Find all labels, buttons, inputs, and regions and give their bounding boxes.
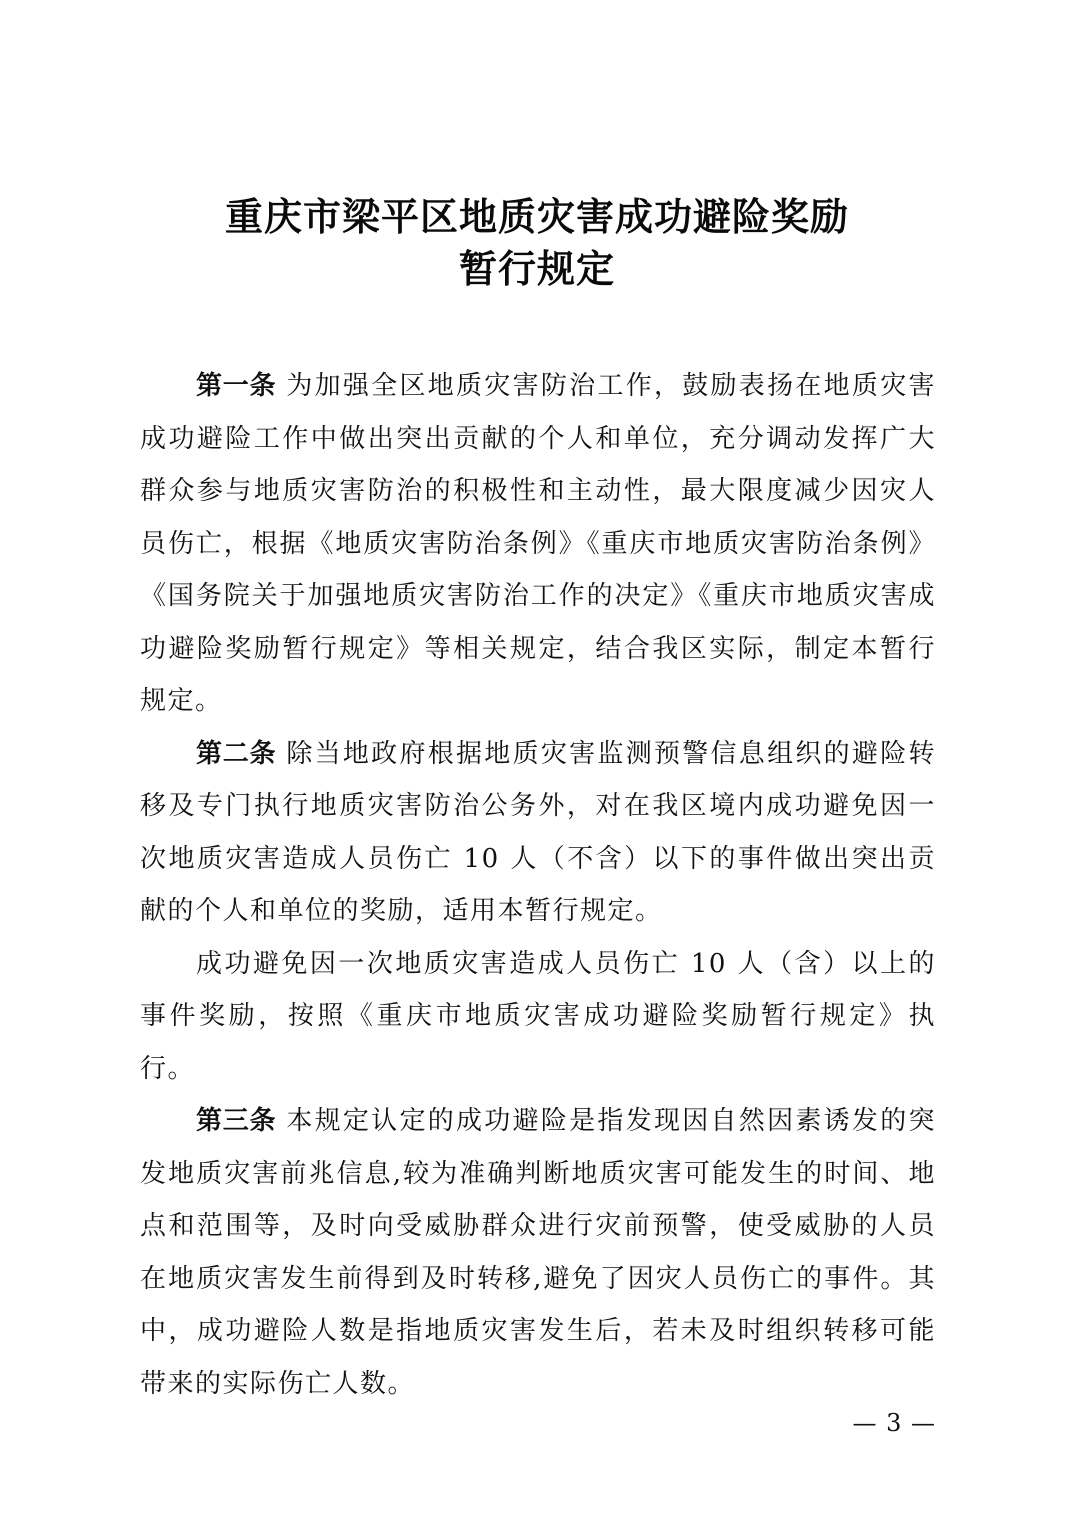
article-2-heading: 第二条 [196,738,277,769]
document-title-line-1: 重庆市梁平区地质灾害成功避险奖励 [224,194,849,239]
article-2-paragraph-2-text: 成功避免因一次地质灾害造成人员伤亡 10 人（含）以上的事件奖励，按照《重庆市地质灾害成功避险奖励暂行规定》执行。 [140,948,936,1084]
article-3-text: 本规定认定的成功避险是指发现因自然因素诱发的突发地质灾害前兆信息,较为准确判断地质灾害可能发生的时间、地点和范围等，及时向受威胁群众进行灾前预警，使受威胁的人员在地质灾害发生前得到及时转移,避免了因灾人员伤亡的事件。其中，成功避险人数是指地质灾害发生后，若未及时组织转移可能带来的实际伤亡人数。 [140,1106,936,1399]
article-1-heading: 第一条 [196,371,277,401]
article-2-text: 除当地政府根据地质灾害监测预警信息组织的避险转移及专门执行地质灾害防治公务外，对在我区境内成功避免因一次地质灾害造成人员伤亡 10 人（不含）以下的事件做出突出贡献的个人和单位的奖励，适用本暂行规定。 [140,738,936,926]
article-1-text: 为加强全区地质灾害防治工作，鼓励表扬在地质灾害成功避险工作中做出突出贡献的个人和单位，充分调动发挥广大群众参与地质灾害防治的积极性和主动性，最大限度减少因灾人员伤亡，根据《地质灾害防治条例》《重庆市地质灾害防治条例》《国务院关于加强地质灾害防治工作的决定》《重庆市地质灾害成功避险奖励暂行规定》等相关规定，结合我区实际，制定本暂行规定。 [140,371,936,716]
article-3-heading: 第三条 [196,1106,277,1136]
article-3 [140,1095,936,1410]
article-2 [140,728,936,938]
article-1 [140,360,936,728]
document-title-line-2: 暂行规定 [458,246,615,291]
document-body [140,360,936,1410]
page-number: — 3 — [852,1409,936,1437]
article-2-paragraph-2 [140,938,936,1096]
